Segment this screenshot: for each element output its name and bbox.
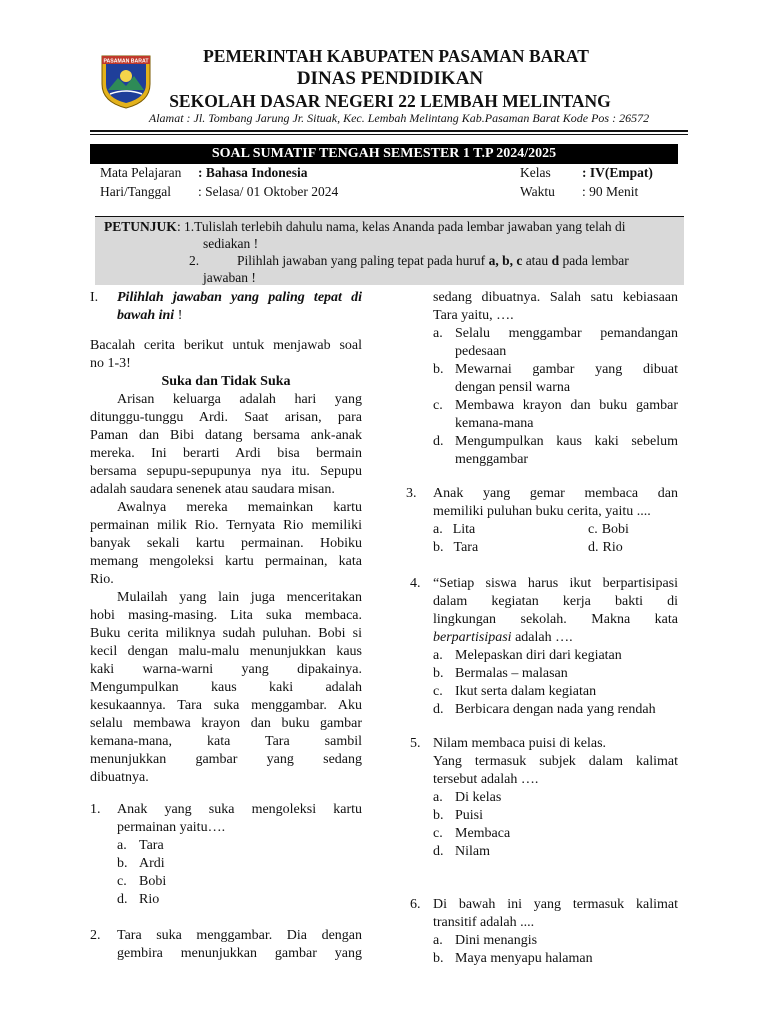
q5-option (433, 825, 678, 843)
option-text: Puisi (455, 808, 484, 823)
story-line: banyak sekali kartu permainan. Hobiku (90, 536, 362, 551)
q6-number: 6. (410, 897, 421, 912)
option-text: Rio (602, 540, 623, 555)
story-line: Paman dan Bibi datang bersama ank-anak (90, 428, 362, 443)
q6-option (433, 932, 678, 950)
q2-option (433, 325, 678, 361)
option-letter: a. (433, 522, 443, 537)
header-government: PEMERINTAH KABUPATEN PASAMAN BARAT (203, 46, 589, 66)
story-line: ditunggu-tunggu Ardi. Saat arisan, para (90, 410, 362, 425)
option-letter: b. (433, 540, 444, 555)
q5-number: 5. (410, 736, 421, 751)
option-text: Dini menangis (455, 933, 538, 948)
option-letter: d. (433, 434, 444, 449)
story-line: hobi masing-masing. Lita suka membaca. (90, 608, 362, 623)
q1-text: Anak yang suka mengoleksi kartu permainan yaitu…. (117, 802, 362, 835)
story-title: Suka dan Tidak Suka (161, 374, 291, 389)
story-line: kecil dengan malu-malu menunjukkan kaus (90, 644, 362, 659)
story-line: selalu membawa krayon dan buku gambar (90, 716, 362, 731)
story-line: memang mengoleksi kartu permainan, kata (90, 554, 362, 569)
q3-option (588, 539, 623, 557)
story-intro: Bacalah cerita berikut untuk menjawab soal no 1-3! (90, 338, 362, 371)
instruction-2-cont: jawaban ! (203, 270, 256, 285)
q4-option (433, 665, 678, 683)
option-text: Selalu menggambar pemandangan pedesaan (455, 326, 678, 359)
date-label: Hari/Tanggal (100, 184, 172, 199)
header-address: Alamat : Jl. Tombang Jarung Jr. Situak, Kec. Lembah Melintang Kab.Pasaman Barat Kode Pos : 26572 (148, 111, 650, 125)
q5-option (433, 789, 678, 807)
story-line: Rio. (90, 572, 114, 587)
story-line: Buku cerita miliknya sudah puluhan. Bobi si (90, 626, 362, 641)
logo-text: PASAMAN BARAT (103, 58, 149, 65)
option-text: Berbicara dengan nada yang rendah (455, 702, 656, 717)
date-value: : Selasa/ 01 Oktober 2024 (198, 184, 339, 199)
option-letter: d. (433, 702, 444, 717)
q2-number: 2. (90, 928, 101, 943)
q1-number: 1. (90, 802, 101, 817)
q4-option (433, 701, 678, 719)
instruction-2-number: 2. (189, 253, 200, 268)
option-text: Bermalas – malasan (455, 666, 568, 681)
option-text: Tara (453, 540, 479, 555)
q6-option (433, 950, 678, 968)
story-line: kaki warna-warni yang dipakainya. (90, 662, 362, 677)
instructions-box (95, 216, 684, 285)
option-letter: b. (433, 951, 444, 966)
subject-label: Mata Pelajaran (100, 165, 182, 180)
q4-number: 4. (410, 576, 421, 591)
story-line: Arisan keluarga adalah hari yang (117, 392, 362, 407)
story-line: Awalnya mereka memainkan kartu (117, 500, 362, 515)
instruction-2: Pilihlah jawaban yang paling tepat pada huruf a, b, c atau d pada lembar (237, 253, 629, 268)
option-text: Tara (139, 838, 164, 853)
q1-option (117, 837, 362, 855)
story-line: dibuatnya. (90, 770, 149, 785)
option-letter: d. (588, 540, 599, 555)
option-text: Membawa krayon dan buku gambar kemana-mana (455, 398, 678, 431)
header-rule (90, 130, 688, 132)
option-letter: a. (433, 326, 443, 341)
option-text: Di kelas (455, 790, 502, 805)
header-department: DINAS PENDIDIKAN (296, 68, 484, 89)
option-text: Ikut serta dalam kegiatan (455, 684, 597, 699)
q2-option (433, 397, 678, 433)
q4-option (433, 647, 678, 665)
option-text: Nilam (455, 844, 490, 859)
story-line: Mulailah yang lain juga menceritakan (117, 590, 362, 605)
q3-options (433, 521, 678, 557)
option-letter: b. (433, 666, 444, 681)
q5-options (433, 789, 678, 861)
option-letter: a. (117, 838, 127, 853)
subject-value: : Bahasa Indonesia (198, 165, 308, 180)
option-letter: c. (117, 874, 127, 889)
instruction-1: 1.Tulislah terlebih dahulu nama, kelas Ananda pada lembar jawaban yang telah di (184, 219, 626, 234)
q2-option (433, 361, 678, 397)
option-text: Mengumpulkan kaus kaki sebelum menggambar (455, 434, 678, 467)
q2-text: Tara suka menggambar. Dia dengan gembira menunjukkan gambar yang (117, 928, 362, 961)
q2-option (433, 433, 678, 469)
option-letter: c. (433, 398, 443, 413)
story-line: menunjukkan gambar yang sedang (90, 752, 362, 767)
option-text: Maya menyapu halaman (455, 951, 593, 966)
option-text: Mewarnai gambar yang dibuat dengan pensil warna (455, 362, 678, 395)
option-text: Rio (139, 892, 160, 907)
q1-options (117, 837, 362, 909)
header-rule-thin (90, 134, 688, 135)
q1-option (117, 891, 362, 909)
section-instruction: Pilihlah jawaban yang paling tepat di bawah ini ! (117, 290, 362, 323)
q4-option (433, 683, 678, 701)
q3-option (433, 521, 475, 539)
story-line: bersama sepupu-sepupunya nya itu. Sepupu (90, 464, 362, 479)
q2-options (433, 325, 678, 469)
story-line: Mengumpulkan kaus kaki adalah (90, 680, 362, 695)
q5-text: Nilam membaca puisi di kelas. Yang termasuk subjek dalam kalimat tersebut adalah …. (433, 736, 678, 787)
time-label: Waktu (520, 184, 555, 199)
time-value: : 90 Menit (582, 184, 639, 199)
q1-option (117, 855, 362, 873)
instruction-1-cont: sediakan ! (203, 236, 259, 251)
story-line: adalah saudara senenek atau saudara misan. (90, 482, 335, 497)
option-letter: a. (433, 648, 443, 663)
story-line: permainan milik Rio. Ternyata Rio memiliki (90, 518, 362, 533)
instructions-label: PETUNJUK (104, 219, 177, 234)
section-number: I. (90, 290, 99, 305)
option-text: Melepaskan diri dari kegiatan (455, 648, 622, 663)
class-label: Kelas (520, 165, 551, 180)
q5-option (433, 807, 678, 825)
option-letter: b. (433, 808, 444, 823)
q3-text: Anak yang gemar membaca dan memiliki puluhan buku cerita, yaitu .... (433, 486, 678, 519)
story-body (90, 391, 362, 787)
q3-number: 3. (406, 486, 417, 501)
option-letter: b. (117, 856, 128, 871)
q2-text-cont: sedang dibuatnya. Salah satu kebiasaan Tara yaitu, …. (433, 290, 678, 323)
option-letter: b. (433, 362, 444, 377)
header-school: SEKOLAH DASAR NEGERI 22 LEMBAH MELINTANG (169, 91, 611, 111)
option-letter: a. (433, 933, 443, 948)
option-letter: c. (433, 826, 443, 841)
class-value: : IV(Empat) (582, 165, 653, 180)
story-line: mereka. Ini berarti Ardi bisa bermain (90, 446, 362, 461)
option-letter: d. (117, 892, 128, 907)
option-letter: a. (433, 790, 443, 805)
q1-option (117, 873, 362, 891)
instructions-colon: : (177, 219, 181, 234)
exam-title-bar: SOAL SUMATIF TENGAH SEMESTER 1 T.P 2024/2025 (90, 144, 678, 164)
option-text: Ardi (139, 856, 165, 871)
q3-option (588, 521, 629, 539)
option-letter: c. (588, 522, 598, 537)
q4-options (433, 647, 678, 719)
q5-option (433, 843, 678, 861)
q3-option (433, 539, 478, 557)
q6-options (433, 932, 678, 968)
option-text: Bobi (601, 522, 629, 537)
q6-text: Di bawah ini yang termasuk kalimat transitif adalah .... (433, 897, 678, 930)
option-text: Lita (452, 522, 476, 537)
option-letter: c. (433, 684, 443, 699)
q4-text: “Setiap siswa harus ikut berpartisipasi dalam kegiatan kerja bakti di lingkungan sekolah. Makna kata berpartisipasi adalah …. (433, 576, 678, 645)
option-text: Membaca (455, 826, 511, 841)
story-line: kemana-mana, kata Tara sambil (90, 734, 362, 749)
option-text: Bobi (139, 874, 167, 889)
option-letter: d. (433, 844, 444, 859)
story-line: kesukaannya. Tara suka menggambar. Aku (90, 698, 362, 713)
